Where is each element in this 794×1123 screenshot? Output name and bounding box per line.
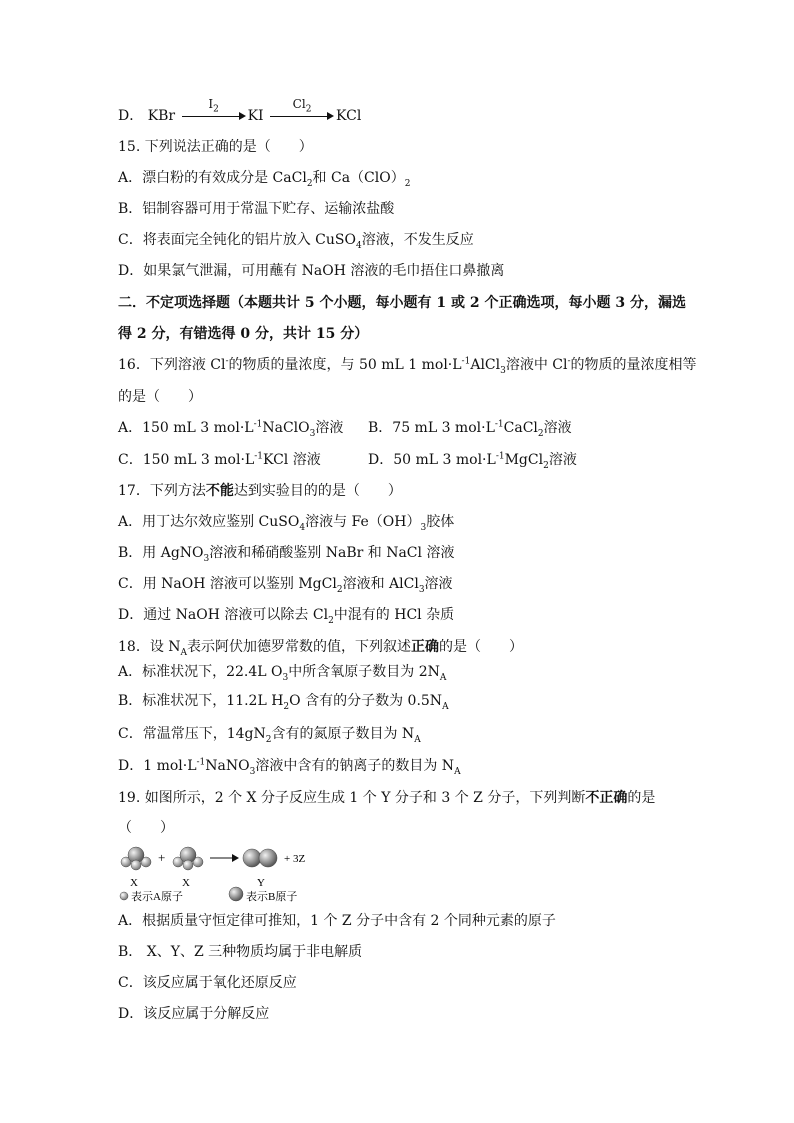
q14-option-d: D． KBr $I_2$ KI $Cl_2$ KCl	[118, 97, 362, 124]
label-x-1: X	[130, 877, 138, 889]
label-y: Y	[257, 877, 265, 889]
q16-stem-line2: 的是（ ）	[118, 389, 202, 405]
molecule-reaction-diagram	[118, 845, 358, 905]
q17-stem: 17．下列方法不能达到实验目的的是（ ）	[118, 483, 402, 499]
q15-option-c: C．将表面完全钝化的铝片放入 CuSO$_4$溶液，不发生反应	[118, 232, 474, 251]
q19-stem-line2: （ ）	[118, 820, 174, 836]
q18-option-a: A．标准状况下，22.4L $O_3$中所含氧原子数目为 $2N_A$	[118, 664, 447, 683]
reaction-arrow-2: $Cl_2$	[270, 111, 334, 121]
legend-a-atom-icon	[120, 892, 128, 900]
legend-a-label: 表示A原子	[131, 891, 183, 903]
q15-option-b: B．铝制容器可用于常温下贮存、运输浓盐酸	[118, 201, 395, 217]
molecule-x-2	[173, 847, 203, 870]
plus-sign: +	[158, 850, 166, 865]
plus-3z-label: + 3Z	[284, 853, 306, 865]
q15-option-d: D．如果氯气泄漏，可用蘸有 NaOH 溶液的毛巾捂住口鼻撤离	[118, 263, 505, 279]
legend-b-atom-icon	[229, 887, 243, 901]
reaction-arrow-1: $I_2$	[182, 111, 246, 121]
q19-option-c: C．该反应属于氧化还原反应	[118, 975, 297, 991]
q17-option-a: A．用丁达尔效应鉴别 CuSO$_4$溶液与 $Fe(OH)_3$胶体	[118, 514, 455, 533]
q18-option-c: C．常温常压下，$14gN_2$含有的氮原子数目为 $N_A$	[118, 726, 421, 745]
q18-stem: 18．设 $N_A$表示阿伏加德罗常数的值，下列叙述正确的是（ ）	[118, 639, 524, 658]
q16-option-b: B．75 mL 3 $mol\cdot L^{-1}CaCl_2$溶液	[368, 419, 572, 439]
q17-option-b: B．用 AgNO$_3$溶液和稀硝酸鉴别 NaBr 和 NaCl 溶液	[118, 545, 455, 564]
q16-stem: 16．下列溶液 Cl-的物质的量浓度，与 50 mL 1 $mol\cdot L^{-1}AlCl_3$溶液中 Cl-的物质的量浓度相等	[118, 356, 697, 376]
q15-option-a: A．漂白粉的有效成分是 CaCl$_2$和 $Ca(ClO)_2$	[118, 170, 411, 189]
q17-option-c: C．用 NaOH 溶液可以鉴别 MgCl$_2$溶液和 AlCl$_3$溶液	[118, 576, 453, 595]
section2-heading-line2: 得 2 分，有错选得 0 分，共计 15 分）	[118, 326, 369, 342]
q18-option-d: D．1 $mol\cdot L^{-1}NaNO_3$溶液中含有的钠离子的数目为 $N_A$	[118, 757, 461, 777]
q19-option-b: B． X、Y、Z 三种物质均属于非电解质	[118, 944, 363, 960]
q19-option-d: D．该反应属于分解反应	[118, 1006, 270, 1022]
molecule-y	[243, 849, 277, 867]
q19-option-a: A．根据质量守恒定律可推知，1 个 Z 分子中含有 2 个同种元素的原子	[118, 913, 556, 929]
q16-options-ab	[118, 419, 343, 437]
q17-option-d: D．通过 NaOH 溶液可以除去 $Cl_2$中混有的 HCl 杂质	[118, 607, 455, 626]
q19-stem: 19. 如图所示，2 个 X 分子反应生成 1 个 Y 分子和 3 个 Z 分子，下列判断不正确的是	[118, 790, 656, 806]
q15-stem: 15. 下列说法正确的是（ ）	[118, 139, 313, 155]
label-x-2: X	[182, 877, 190, 889]
legend-b-label: 表示B原子	[246, 891, 298, 903]
molecule-x-1	[121, 847, 151, 870]
q16-option-c: C．150 mL 3 $mol\cdot L^{-1}KCl$ 溶液	[118, 451, 321, 468]
section2-heading-line1: 二．不定项选择题（本题共计 5 个小题，每小题有 1 或 2 个正确选项，每小题 3 分，漏选	[118, 295, 686, 311]
reaction-arrow	[210, 854, 239, 862]
q16-option-a: A．150 mL 3 $mol\cdot L^{-1}NaClO_3$溶液	[118, 419, 344, 439]
q18-option-b: B．标准状况下，11.2L $H_2O$ 含有的分子数为 $0.5N_A$	[118, 693, 449, 712]
q16-option-d: D．50 mL 3 $mol\cdot L^{-1}MgCl_2$溶液	[368, 451, 577, 471]
